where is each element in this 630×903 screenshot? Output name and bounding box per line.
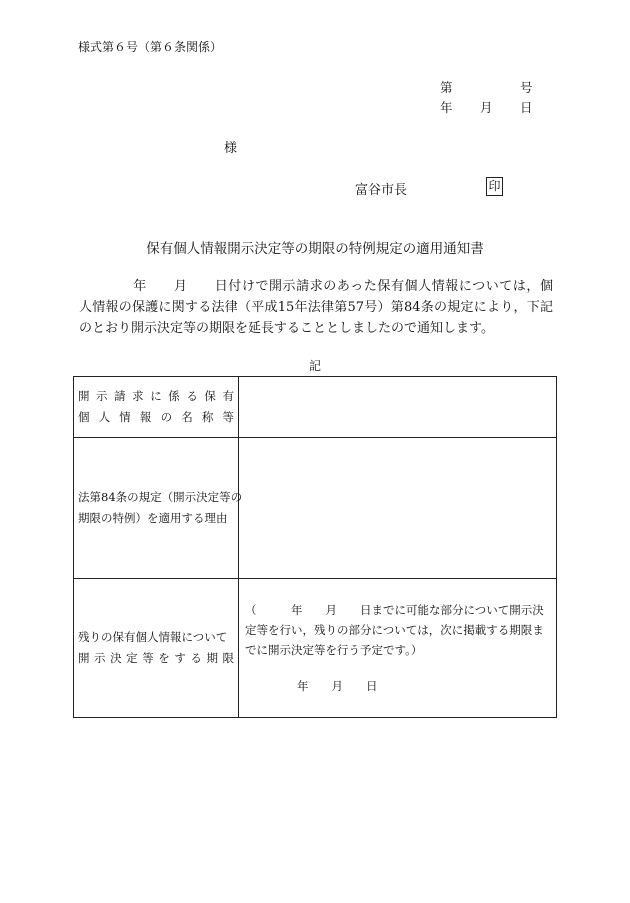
note-line: （ 年 月 日までに可能な部分について開示決	[245, 602, 544, 617]
ki-heading: 記	[308, 359, 321, 373]
issue-month: 月	[480, 100, 493, 115]
note-line: でに開示決定等を行う予定です。）	[245, 642, 423, 657]
value-reason[interactable]	[239, 438, 557, 578]
table-row-deadline	[74, 578, 557, 717]
body-line-1: 年 月 日付けで開示請求のあった保有個人情報については，個	[79, 279, 553, 294]
seal-stamp-box: 印	[486, 177, 503, 196]
label-line: 残りの保有個人情報について	[78, 629, 228, 644]
deadline-note	[239, 600, 556, 696]
label-line: 法第84条の規定（開示決定等の	[78, 489, 243, 504]
note-line: 定等を行い，残りの部分については，次に掲載する期限ま	[245, 622, 544, 637]
notice-form-table	[73, 376, 557, 718]
label-info-name	[74, 377, 239, 438]
label-line: 期限の特例）を適用する理由	[78, 510, 228, 525]
addressee-suffix: 様	[224, 141, 238, 156]
issue-number-prefix: 第	[440, 80, 453, 95]
table-row-info-name	[74, 377, 557, 438]
deadline-date: 年 月 日	[297, 678, 378, 693]
value-info-name[interactable]	[239, 377, 557, 438]
issue-day: 日	[520, 100, 533, 115]
notice-body	[79, 276, 553, 339]
issue-year: 年	[440, 100, 453, 115]
label-line: 開示決定等をする期限	[78, 650, 234, 665]
body-line-3: のとおり開示決定等の期限を延長することとしましたので通知します。	[79, 321, 494, 336]
form-number: 様式第６号（第６条関係）	[78, 40, 223, 54]
issue-number-suffix: 号	[520, 80, 533, 95]
sender-name: 富谷市長	[355, 183, 408, 198]
label-line: 開示請求に係る保有	[78, 389, 234, 404]
label-deadline	[74, 578, 239, 717]
value-deadline[interactable]	[239, 578, 557, 717]
label-line: 個人情報の名称等	[78, 410, 234, 425]
document-title: 保有個人情報開示決定等の期限の特例規定の適用通知書	[146, 241, 484, 257]
table-row-reason	[74, 438, 557, 578]
label-reason	[74, 438, 243, 578]
body-line-2: 人情報の保護に関する法律（平成15年法律第57号）第84条の規定により，下記	[79, 300, 553, 315]
